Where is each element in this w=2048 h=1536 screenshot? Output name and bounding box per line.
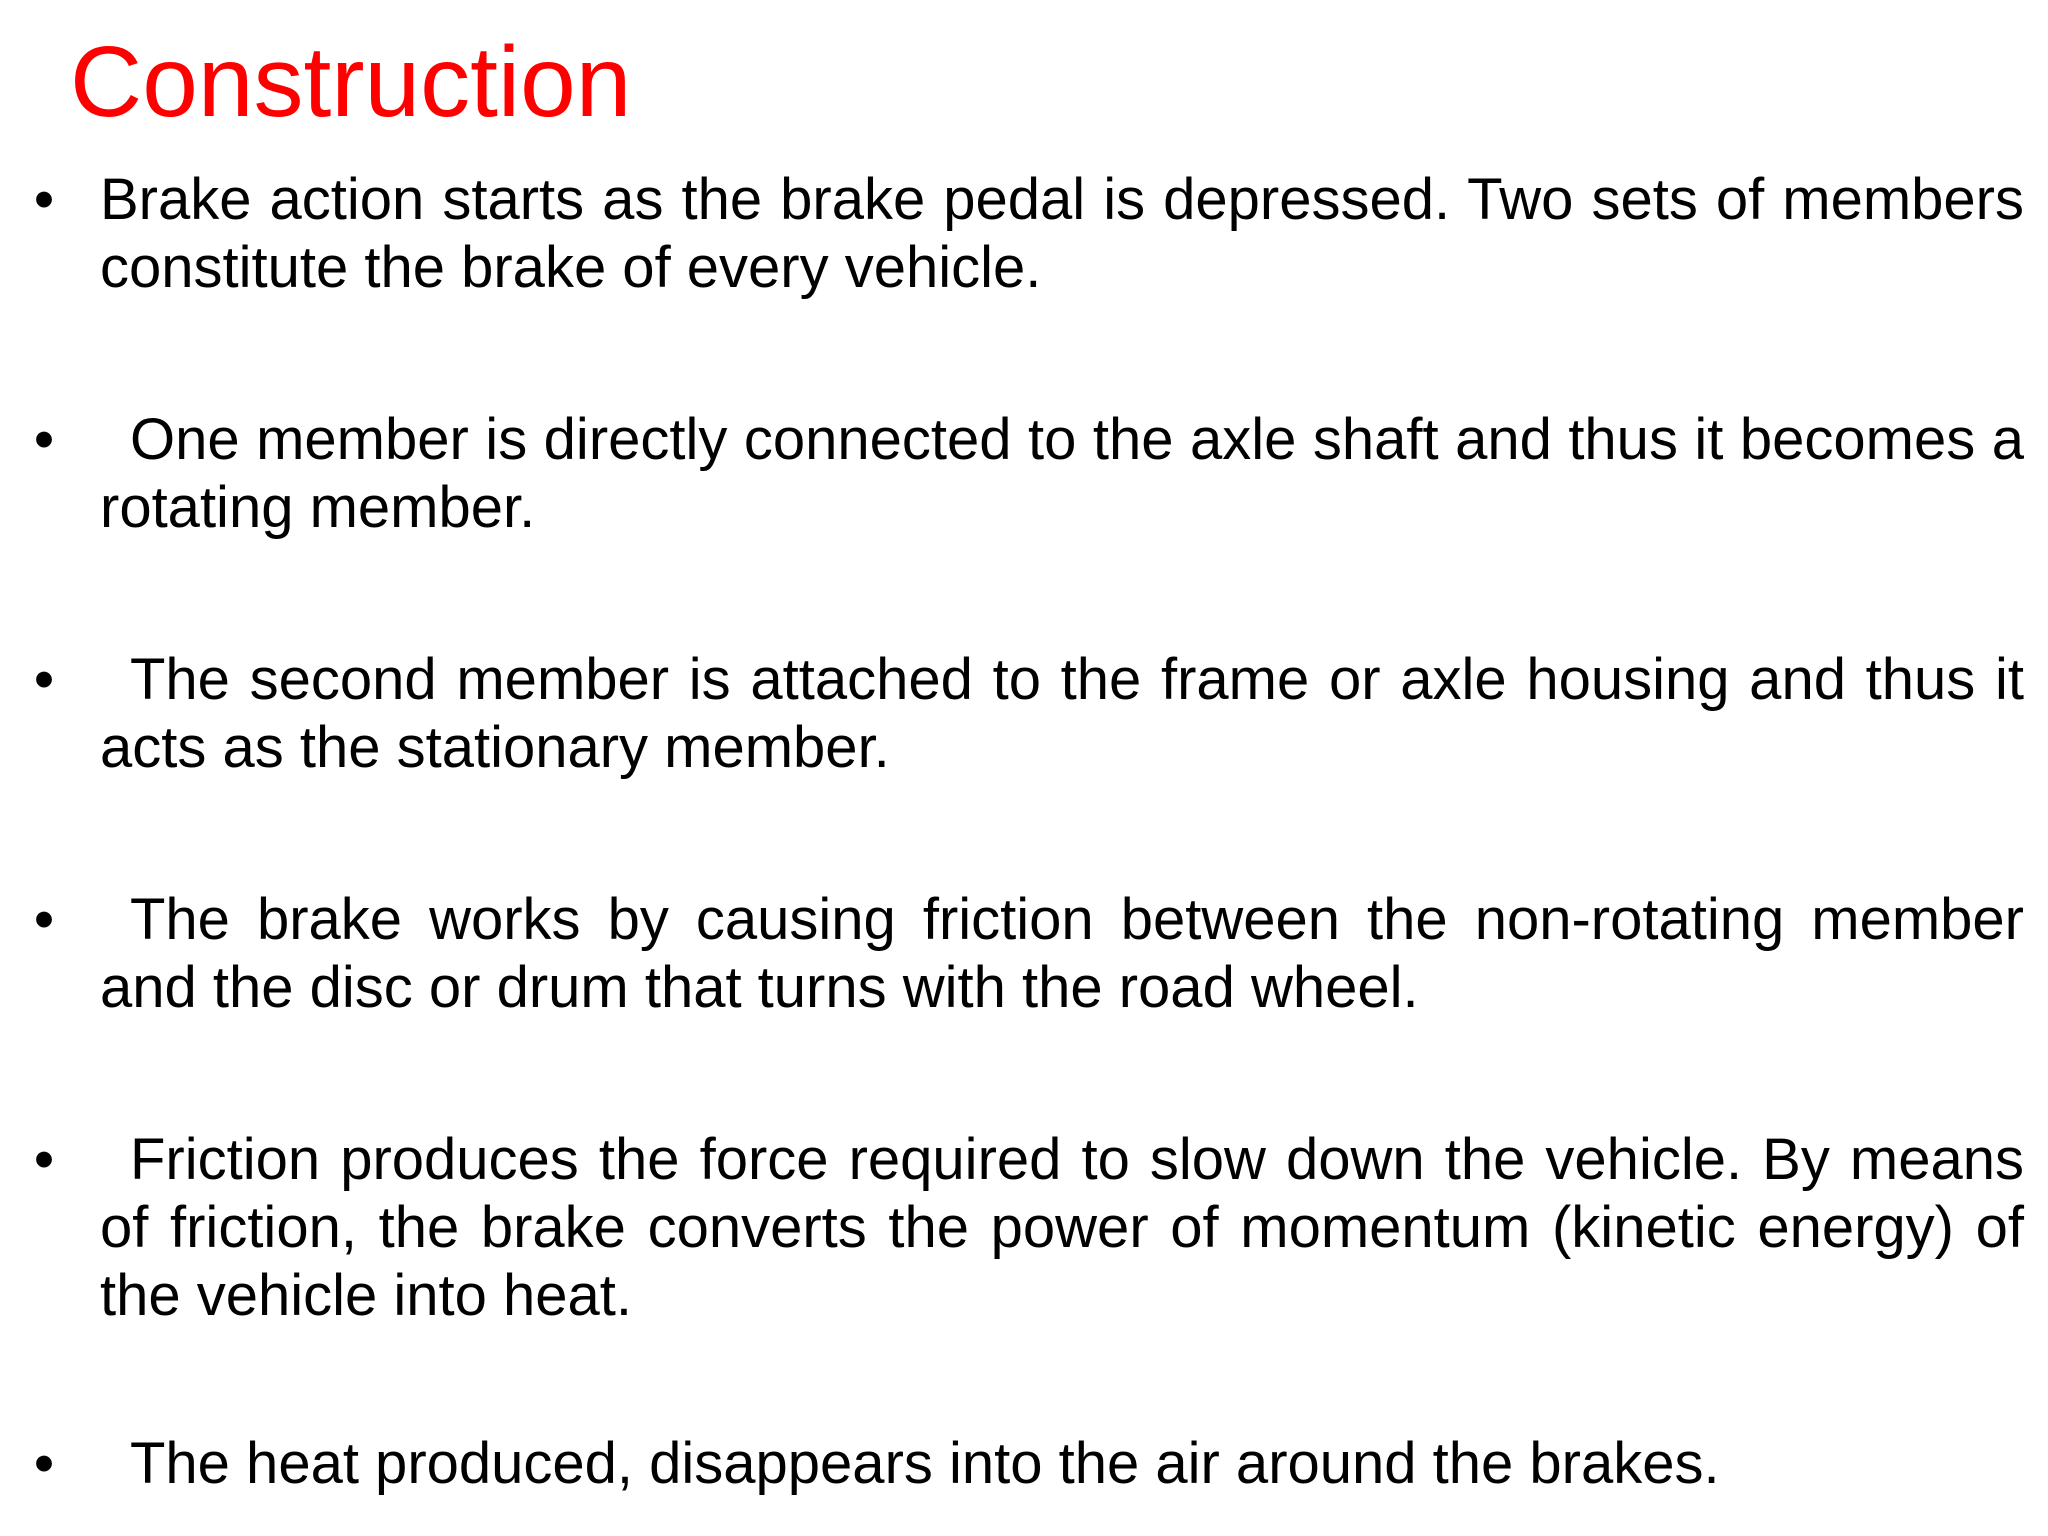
bullet-text: Brake action starts as the brake pedal is depressed. Two sets of members constitute the brake of every vehicle.	[100, 167, 2024, 300]
bullet-text: One member is directly connected to the axle shaft and thus it becomes a rotating member.	[100, 407, 2024, 540]
bullet-text: The heat produced, disappears into the air around the brakes.	[130, 1431, 1720, 1496]
slide-title: Construction	[70, 26, 632, 138]
bullet-dot-icon: •	[33, 167, 55, 232]
bullet-text: Friction produces the force required to slow down the vehicle. By means of friction, the brake converts the power of momentum (kinetic energy) of the vehicle into heat.	[100, 1127, 2024, 1328]
bullet-text-wrapper	[100, 406, 2024, 542]
bullet-text-wrapper	[100, 1430, 2024, 1498]
bullet-dot-icon: •	[33, 647, 55, 712]
bullet-text: The second member is attached to the frame or axle housing and thus it acts as the stationary member.	[100, 647, 2024, 780]
bullet-dot-icon: •	[33, 887, 55, 952]
bullet-dot-icon: •	[33, 407, 55, 472]
bullet-text-wrapper	[100, 1126, 2024, 1330]
bullet-text: The brake works by causing friction between the non-rotating member and the disc or drum that turns with the road wheel.	[100, 887, 2024, 1020]
bullet-text-wrapper	[100, 886, 2024, 1022]
bullet-text-wrapper	[100, 646, 2024, 782]
bullet-dot-icon: •	[33, 1431, 55, 1496]
bullet-dot-icon: •	[33, 1127, 55, 1192]
